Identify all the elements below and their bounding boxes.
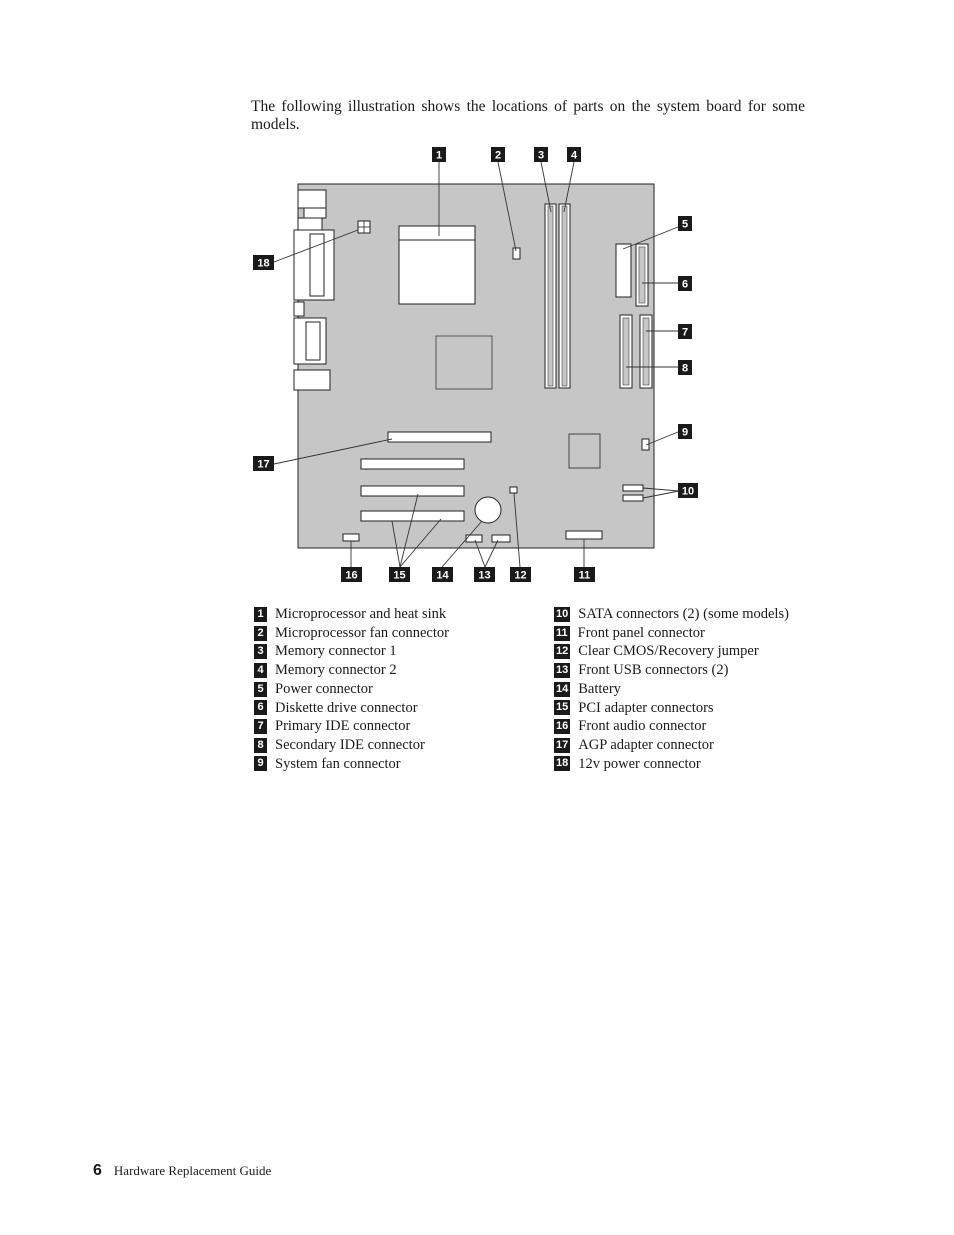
callout-18 [253,255,274,270]
front-panel-connector [566,531,602,539]
legend-number: 7 [254,719,267,734]
battery [475,497,501,523]
sata-connector-1 [623,485,643,491]
io-chip [569,434,600,468]
legend-number: 17 [556,738,569,751]
callout-17 [253,456,274,471]
legend-right [554,605,789,773]
legend-left [254,605,449,773]
power-connector [616,244,631,297]
callout-3 [534,147,548,162]
legend-number: 13 [556,663,569,676]
callout-14 [432,567,453,582]
microprocessor-fan-connector [513,248,520,259]
front-usb-connector-2 [492,535,510,542]
legend-label: Memory connector 1 [275,643,397,660]
legend-label: AGP adapter connector [578,736,714,753]
agp-slot [388,432,491,442]
svg-text:11: 11 [578,569,591,582]
legend-label: Battery [578,680,621,697]
svg-text:7: 7 [681,326,689,339]
legend-label: Clear CMOS/Recovery jumper [578,643,759,660]
legend-number: 5 [254,682,267,697]
legend-label: Microprocessor and heat sink [275,606,447,622]
callout-11 [574,567,595,582]
legend-item [254,642,449,661]
legend-label: 12v power connector [578,755,701,772]
legend-label: Front USB connectors (2) [578,662,729,679]
legend-number: 2 [254,626,267,641]
svg-text:1: 1 [435,149,443,162]
svg-text:2: 2 [494,149,502,162]
pci-slot-1 [361,459,464,469]
legend-label: Microprocessor fan connector [275,624,449,641]
callout-2 [491,147,505,162]
legend-label: Front audio connector [578,718,707,735]
legend-number: 9 [254,756,267,771]
cmos-jumper [510,487,517,493]
legend-number: 8 [254,738,267,753]
legend-item [254,680,449,699]
callout-12 [510,567,531,582]
legend-item [554,717,789,736]
callout-15 [389,567,410,582]
svg-text:9: 9 [681,426,689,439]
legend-item [554,661,789,680]
legend-item [254,736,449,755]
legend-item [254,661,449,680]
legend-number: 15 [556,701,569,714]
legend-item [554,755,789,774]
legend-label: PCI adapter connectors [578,699,714,716]
svg-text:5: 5 [681,218,689,231]
legend-item [554,605,789,624]
svg-text:13: 13 [478,569,491,582]
legend-number: 3 [254,644,267,659]
legend-item [554,624,789,643]
svg-text:12: 12 [514,569,527,582]
front-audio-connector [343,534,359,541]
svg-text:16: 16 [345,569,358,582]
callout-6 [678,276,692,291]
legend-item [254,605,449,624]
legend-label: Memory connector 2 [275,662,397,679]
svg-text:4: 4 [570,149,578,162]
legend-number: 10 [556,607,569,620]
legend-number: 1 [254,607,267,622]
callout-1 [432,147,446,162]
chipset [436,336,492,389]
callout-9 [678,424,692,439]
legend-item [554,699,789,718]
legend-label: Primary IDE connector [275,718,411,735]
svg-text:3: 3 [537,149,545,162]
legend-item [554,642,789,661]
svg-text:17: 17 [257,458,270,471]
legend-label: System fan connector [275,755,401,772]
callout-8 [678,360,692,375]
legend-label: SATA connectors (2) (some models) [578,606,789,622]
page-number: 6 [93,1162,102,1179]
callout-7 [678,324,692,339]
intro-paragraph: The following illustration shows the locations of parts on the system board for some models. [251,98,805,133]
legend-item [254,699,449,718]
legend-label: Power connector [275,680,373,697]
legend-item [254,717,449,736]
document-title: Hardware Replacement Guide [113,1163,272,1178]
callout-16 [341,567,362,582]
legend-label: Diskette drive connector [275,699,418,716]
legend-number: 16 [556,720,569,733]
sata-connector-2 [623,495,643,501]
legend-number: 14 [556,682,569,695]
legend-item [554,736,789,755]
legend-item [554,680,789,699]
svg-text:10: 10 [681,485,695,498]
pci-slot-2 [361,486,464,496]
callout-13 [474,567,495,582]
legend-item [254,755,449,774]
callout-10 [678,483,698,498]
page-footer [93,1162,271,1180]
callout-4 [567,147,581,162]
svg-text:8: 8 [681,362,689,375]
svg-text:15: 15 [393,569,406,582]
callout-5 [678,216,692,231]
svg-text:6: 6 [681,278,689,291]
legend-number: 18 [556,757,569,770]
svg-text:18: 18 [257,257,270,270]
legend-label: Front panel connector [577,624,705,641]
svg-text:14: 14 [436,569,449,582]
legend-number: 12 [556,645,569,658]
legend-label: Secondary IDE connector [275,736,425,753]
legend-number: 4 [254,663,267,678]
legend-item [254,624,449,643]
legend-number: 6 [254,700,267,715]
legend-number: 11 [556,626,568,639]
